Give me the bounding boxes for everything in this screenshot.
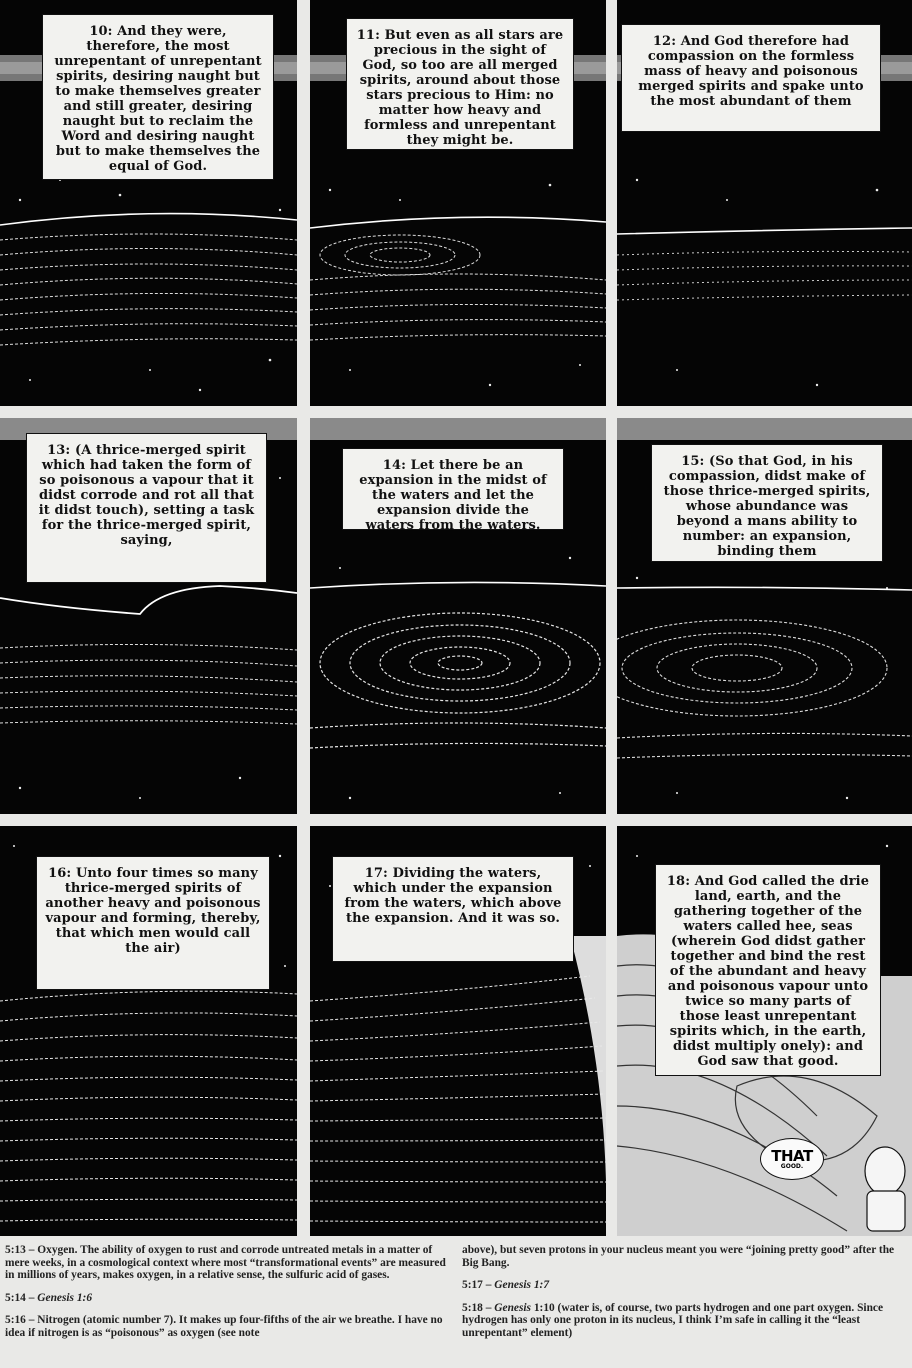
footnote-source: Genesis — [494, 1301, 531, 1314]
cartoon-figure — [865, 1147, 905, 1231]
footnotes-left-column — [5, 1244, 453, 1350]
footnote-ref: 5:18 – — [462, 1301, 495, 1314]
caption-11: 11: But even as all stars are precious in the sight of God, so too are all merged spirits, around about those stars precious to Him: no matter how heavy and formless and unrepentant they might be. — [346, 18, 574, 150]
footnote-5-18 — [462, 1302, 907, 1340]
caption-14: 14: Let there be an expansion in the midst of the waters and let the expansion divide the waters from the waters. — [342, 448, 564, 530]
speech-bubble — [760, 1138, 824, 1180]
panel-17 — [310, 826, 606, 1236]
footnote-ref: 5:14 – — [5, 1291, 38, 1304]
footnote-5-17 — [462, 1279, 907, 1292]
footnote-source: Genesis 1:6 — [37, 1291, 93, 1304]
panel-12 — [617, 0, 912, 406]
panel-10 — [0, 0, 297, 406]
panel-18 — [617, 826, 912, 1236]
footnote-5-16: 5:16 – Nitrogen (atomic number 7). It makes up four-fifths of the air we breathe. I have no idea if nitrogen is as “poisonous” as oxygen (see note — [5, 1314, 443, 1339]
speech-bubble-text: THAT — [771, 1147, 813, 1165]
caption-10: 10: And they were, therefore, the most unrepentant of unrepentant spirits, desiring naught but to make themselves greater and still greater, desiring naught but to reclaim the Word and desiring naught but to make themselves the equal of God. — [42, 14, 274, 180]
footnote-ref: 5:17 – — [462, 1279, 495, 1292]
panel-16 — [0, 826, 297, 1236]
panel-15 — [617, 418, 912, 814]
footnote-5-14 — [5, 1292, 453, 1305]
footnote-5-16-cont: above), but seven protons in your nucleus meant you were “joining pretty good” after the Big Bang. — [462, 1244, 895, 1269]
caption-16: 16: Unto four times so many thrice-merged spirits of another heavy and poisonous vapour and forming, thereby, that which men would call the air) — [36, 856, 270, 990]
caption-12: 12: And God therefore had compassion on the formless mass of heavy and poisonous merged spirits and spake unto the most abundant of them — [621, 24, 881, 132]
panel-14 — [310, 418, 606, 814]
footnote-5-13: 5:13 – Oxygen. The ability of oxygen to rust and corrode untreated metals in a matter of mere weeks, in a cosmological context where most “transformational events” are measured in millions of years, makes oxygen, in a relative sense, the sulfuric acid of gases. — [5, 1244, 446, 1282]
footnotes-right-column — [462, 1244, 907, 1350]
caption-15: 15: (So that God, in his compassion, didst make of those thrice-merged spirits, whose abundance was beyond a mans ability to number: an expansion, binding them — [651, 444, 883, 562]
caption-13: 13: (A thrice-merged spirit which had taken the form of so poisonous a vapour that it didst corrode and rot all that it didst touch), setting a task for the thrice-merged spirit, saying, — [26, 433, 267, 583]
footnotes — [0, 1244, 912, 1368]
caption-18: 18: And God called the drie land, earth, and the gathering together of the waters called hee, seas (wherein God didst gather together and bind the rest of the abundant and heavy and poisonous vapour unto twice so many parts of those least unrepentant spirits which, in the earth, didst multiply onely): and God saw that good. — [655, 864, 881, 1076]
speech-bubble-subtext: GOOD. — [780, 1163, 804, 1170]
footnote-source: Genesis 1:7 — [494, 1279, 550, 1292]
panel-13 — [0, 418, 297, 814]
caption-17: 17: Dividing the waters, which under the expansion from the waters, which above the expansion. And it was so. — [332, 856, 574, 962]
footnote-text: 1:10 (water is, of course, two parts hydrogen and one part oxygen. Since hydrogen has only one proton in its nucleus, I think I’m safe in calling it the “least unrepentant” element) — [462, 1301, 884, 1339]
panel-11 — [310, 0, 606, 406]
